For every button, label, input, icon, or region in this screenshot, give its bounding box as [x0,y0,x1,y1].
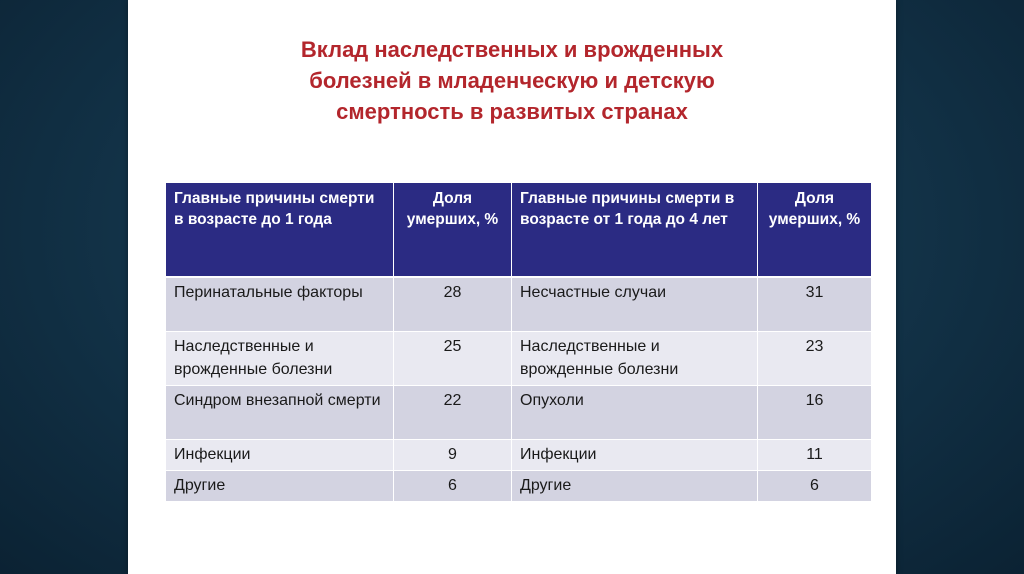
share-cell: 6 [758,471,871,502]
header-share-1-to-4: Доля умерших, % [758,183,871,278]
cause-cell: Другие [166,471,394,502]
share-cell: 25 [394,332,512,386]
share-cell: 23 [758,332,871,386]
slide-title-line-1: Вклад наследственных и врожденных [300,37,724,62]
cause-cell: Наследственные и врожденные болезни [166,332,394,386]
slide-title [128,34,896,127]
cause-cell: Несчастные случаи [512,278,758,332]
share-cell: 28 [394,278,512,332]
table-row [166,332,871,386]
share-cell: 9 [394,440,512,471]
table-row [166,386,871,440]
share-cell: 11 [758,440,871,471]
cause-cell: Опухоли [512,386,758,440]
table-row [166,471,871,502]
header-causes-1-to-4: Главные причины смерти в возрасте от 1 года до 4 лет [512,183,758,278]
share-cell: 16 [758,386,871,440]
share-cell: 22 [394,386,512,440]
slide-title-line-2: болезней в младенческую и детскую [309,68,715,93]
header-share-under-1: Доля умерших, % [394,183,512,278]
cause-cell: Синдром внезапной смерти [166,386,394,440]
slide-title-line-3: смертность в развитых странах [336,99,688,124]
cause-cell: Инфекции [166,440,394,471]
cause-cell: Наследственные и врожденные болезни [512,332,758,386]
table-header-row [166,183,871,278]
share-cell: 31 [758,278,871,332]
cause-cell: Инфекции [512,440,758,471]
slide [128,0,896,574]
cause-cell: Перинатальные факторы [166,278,394,332]
share-cell: 6 [394,471,512,502]
header-causes-under-1: Главные причины смерти в возрасте до 1 года [166,183,394,278]
mortality-table [166,183,871,502]
table-row [166,278,871,332]
cause-cell: Другие [512,471,758,502]
table-row [166,440,871,471]
